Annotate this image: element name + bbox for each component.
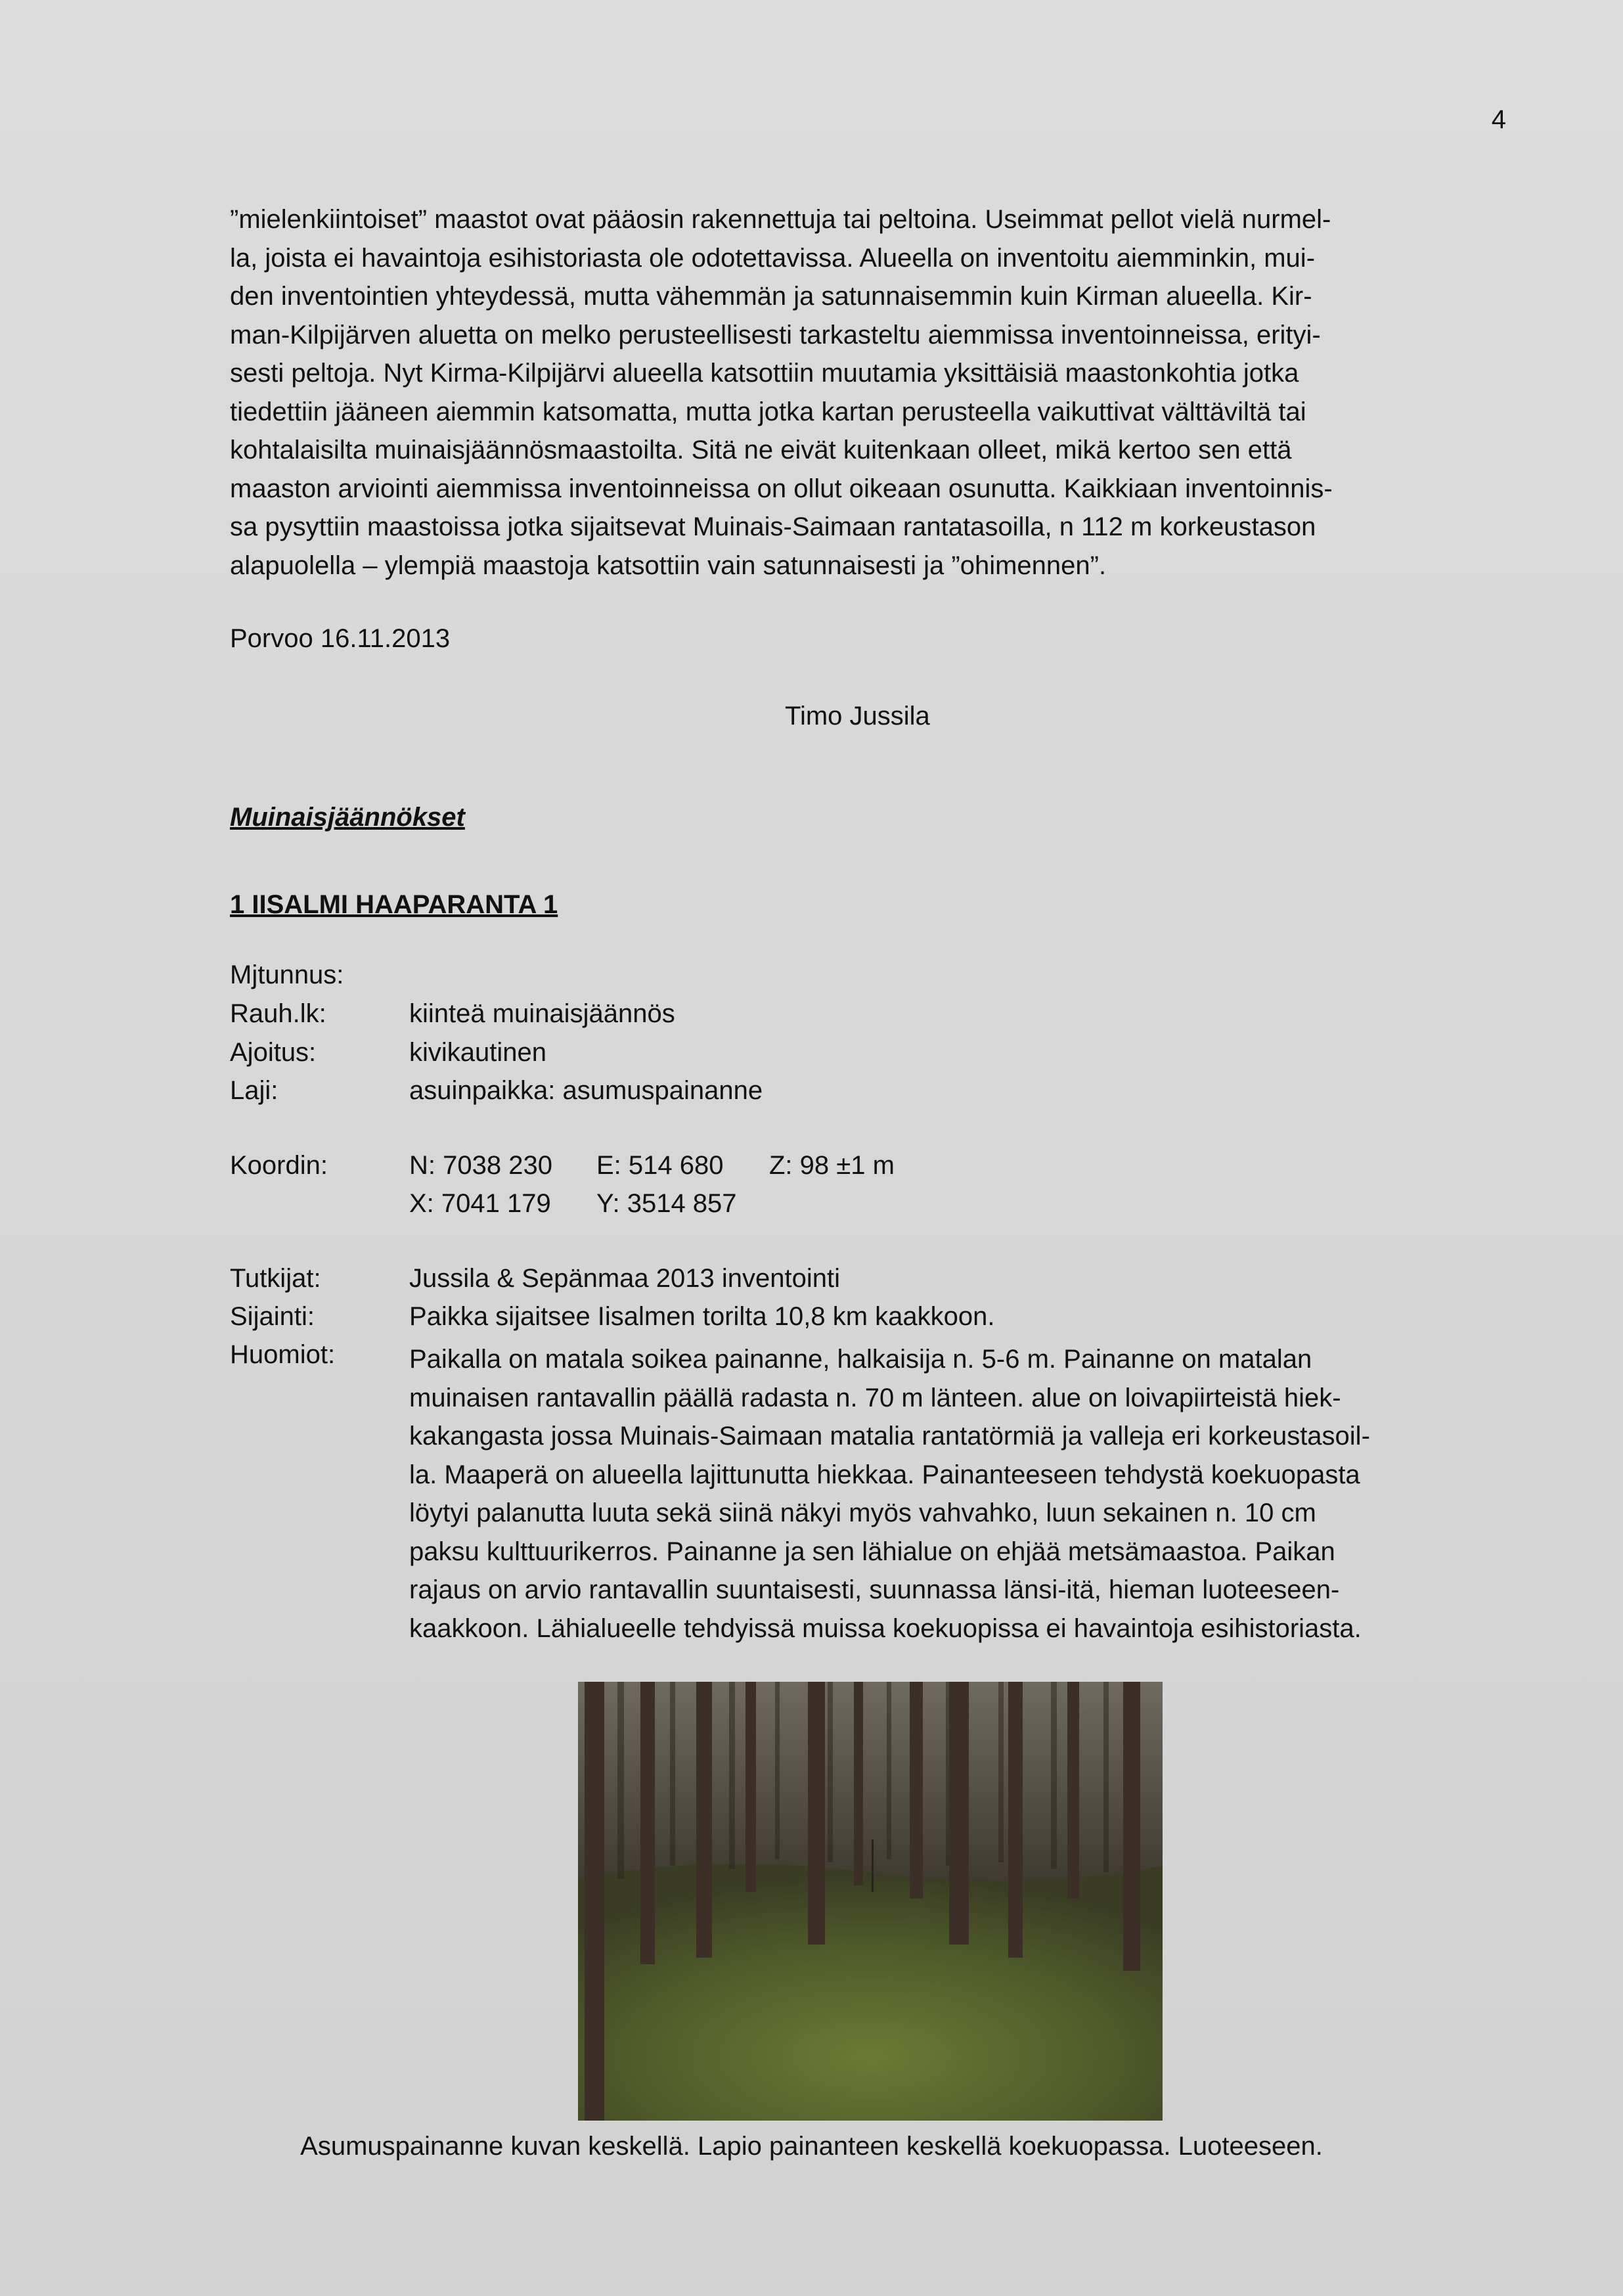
author-name: Timo Jussila (785, 702, 930, 731)
intro-paragraph (230, 200, 1511, 585)
intro-line: alapuolella – ylempiä maastoja katsottiin vain satunnaisesti ja ”ohimennen”. (230, 551, 1107, 580)
field-value-rauhlk: kiinteä muinaisjäännös (409, 999, 675, 1028)
coordinate-e: E: 514 680 (596, 1151, 724, 1180)
field-label-koordin: Koordin: (230, 1151, 328, 1180)
notes-line: löytyi palanutta luuta sekä siinä näkyi myös vahvahko, luun sekainen n. 10 cm (409, 1498, 1316, 1527)
field-label-laji: Laji: (230, 1076, 278, 1105)
coordinate-n: N: 7038 230 (409, 1151, 552, 1180)
notes-paragraph (409, 1340, 1513, 1648)
notes-line: rajaus on arvio rantavallin suuntaisesti, suunnassa länsi-itä, hieman luoteeseen- (409, 1575, 1340, 1604)
section-heading: Muinaisjäännökset (230, 803, 465, 832)
field-label-ajoitus: Ajoitus: (230, 1038, 317, 1067)
date-line: Porvoo 16.11.2013 (230, 624, 451, 653)
site-heading: 1 IISALMI HAAPARANTA 1 (230, 890, 558, 919)
intro-line: la, joista ei havaintoja esihistoriasta ole odotettavissa. Alueella on inventoitu aiemminkin, mui- (230, 243, 1316, 273)
forest-photo-illustration (578, 1682, 1163, 2121)
field-label-sijainti: Sijainti: (230, 1302, 315, 1331)
intro-line: sa pysyttiin maastoissa jotka sijaitsevat Muinais-Saimaan rantatasoilla, n 112 m korkeustason (230, 512, 1316, 541)
intro-line: sesti peltoja. Nyt Kirma-Kilpijärvi alueella katsottiin muutamia yksittäisiä maastonkohtia jotka (230, 359, 1299, 388)
page-number: 4 (1491, 105, 1506, 134)
field-label-mjtunnus: Mjtunnus: (230, 960, 344, 989)
coordinate-y: Y: 3514 857 (596, 1189, 737, 1218)
field-value-laji: asuinpaikka: asumuspainanne (409, 1076, 763, 1105)
notes-line: kakangasta jossa Muinais-Saimaan matalia rantatörmiä ja valleja eri korkeustasoil- (409, 1422, 1370, 1451)
intro-line: tiedettiin jääneen aiemmin katsomatta, mutta jotka kartan perusteella vaikuttivat välttäviltä tai (230, 397, 1306, 426)
intro-line: ”mielenkiintoiset” maastot ovat pääosin rakennettuja tai peltoina. Useimmat pellot vielä nurmel- (230, 205, 1331, 234)
notes-line: kaakkoon. Lähialueelle tehdyissä muissa koekuopissa ei havaintoja esihistoriasta. (409, 1613, 1362, 1643)
field-value-ajoitus: kivikautinen (409, 1038, 547, 1067)
field-label-huomiot: Huomiot: (230, 1340, 336, 1369)
intro-line: man-Kilpijärven aluetta on melko perusteellisesti tarkasteltu aiemmissa inventoinneissa, erityi- (230, 320, 1321, 349)
field-label-tutkijat: Tutkijat: (230, 1264, 321, 1293)
notes-line: la. Maaperä on alueella lajittunutta hiekkaa. Painanteeseen tehdystä koekuopasta (409, 1460, 1360, 1489)
intro-line: kohtalaisilta muinaisjäännösmaastoilta. Sitä ne eivät kuitenkaan olleet, mikä kertoo sen että (230, 436, 1292, 464)
intro-line: maaston arviointi aiemmissa inventoinneissa on ollut oikeaan osunutta. Kaikkiaan inventoinnis- (230, 474, 1333, 503)
coordinate-x: X: 7041 179 (409, 1189, 551, 1218)
photo-caption: Asumuspainanne kuvan keskellä. Lapio painanteen keskellä koekuopassa. Luoteeseen. (300, 2132, 1323, 2161)
field-label-rauhlk: Rauh.lk: (230, 999, 326, 1028)
intro-line: den inventointien yhteydessä, mutta vähemmän ja satunnaisemmin kuin Kirman alueella. Kir- (230, 282, 1312, 311)
notes-line: Paikalla on matala soikea painanne, halkaisija n. 5-6 m. Painanne on matalan (409, 1345, 1312, 1374)
forest-photo (578, 1682, 1163, 2121)
field-value-sijainti: Paikka sijaitsee Iisalmen torilta 10,8 km kaakkoon. (409, 1302, 995, 1331)
notes-line: muinaisen rantavallin päällä radasta n. 70 m länteen. alue on loivapiirteistä hiek- (409, 1383, 1341, 1412)
coordinate-z: Z: 98 ±1 m (769, 1151, 895, 1180)
field-value-tutkijat: Jussila & Sepänmaa 2013 inventointi (409, 1264, 840, 1293)
notes-line: paksu kulttuurikerros. Painanne ja sen lähialue on ehjää metsämaastoa. Paikan (409, 1537, 1335, 1566)
